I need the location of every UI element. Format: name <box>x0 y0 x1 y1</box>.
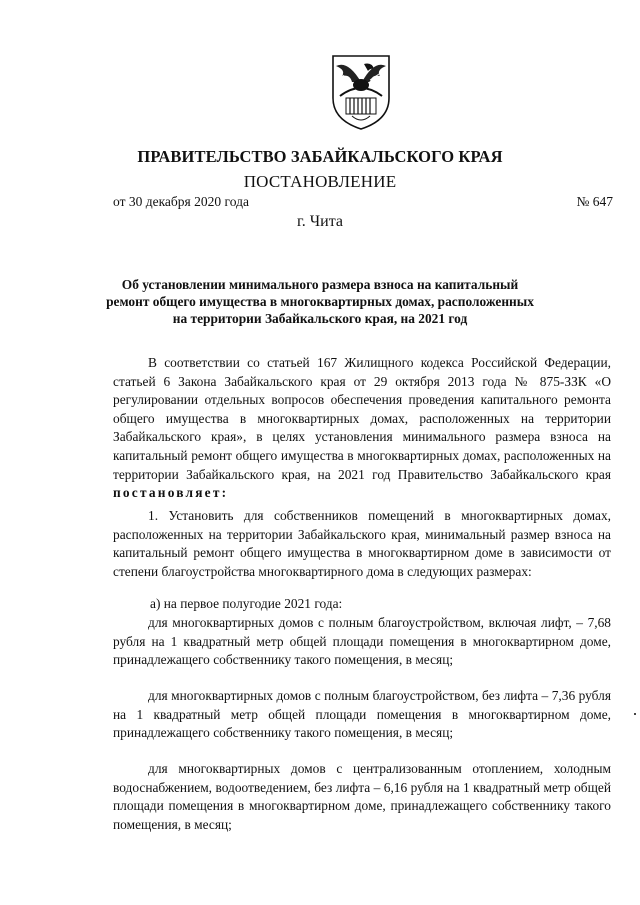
preamble-text: В соответствии со статьей 167 Жилищного кодекса Российской Федерации, статьей 6 Закона Забайкальского края от 29 октября 2013 года № 875-ЗЗК «О регулировании отдельных вопросов обеспечения проведения капитального ремонта общего имущества в многоквартирных домах, расположенных на территории Забайкальского края», в целях установления минимального размера взноса на капитальный ремонт общего имущества в многоквартирных домах, расположенных на территории Забайкальского края, на 2021 год Правительство Забайкальского края <box>113 355 611 482</box>
decrees-word: постановляет: <box>113 485 229 501</box>
government-name: ПРАВИТЕЛЬСТВО ЗАБАЙКАЛЬСКОГО КРАЯ <box>137 147 503 166</box>
rate-case-3: для многоквартирных домов с централизованным отоплением, холодным водоснабжением, водоотведением, без лифта – 6,16 рубля на 1 квадратный метр общей площади помещения в многоквартирном доме, принадлежащего собственнику такого помещения, в месяц; <box>113 761 611 832</box>
preamble-paragraph <box>113 354 611 503</box>
rate-case-2: для многоквартирных домов с полным благоустройством, без лифта – 7,36 рубля на 1 квадратный метр общей площади помещения в многоквартирном доме, принадлежащего собственнику такого помещения, в месяц; <box>113 688 611 741</box>
rate-case-1: для многоквартирных домов с полным благоустройством, включая лифт, – 7,68 рубля на 1 квадратный метр общей площади помещения в многоквартирном доме, принадлежащего собственнику такого помещения, в месяц; <box>113 615 611 668</box>
document-date: от 30 декабря 2020 года <box>113 194 249 209</box>
document-type: ПОСТАНОВЛЕНИЕ <box>243 172 397 191</box>
document-city: г. Чита <box>296 213 343 230</box>
scan-speck <box>634 713 636 715</box>
zabaikalsky-coat-of-arms <box>328 52 394 132</box>
item-1-paragraph: 1. Установить для собственников помещений в многоквартирных домах, расположенных на территории Забайкальского края, минимальный размер взноса на капитальный ремонт общего имущества в многоквартирном доме в зависимости от степени благоустройства многоквартирного дома в следующих размерах: <box>113 508 611 579</box>
document-number: № 647 <box>576 194 613 209</box>
document-title: Об установлении минимального размера взноса на капитальный ремонт общего имущества в многоквартирных домах, расположенных на территории Забайкальского края, на 2021 год <box>106 277 534 326</box>
item-1a-paragraph: а) на первое полугодие 2021 года: <box>150 596 343 611</box>
